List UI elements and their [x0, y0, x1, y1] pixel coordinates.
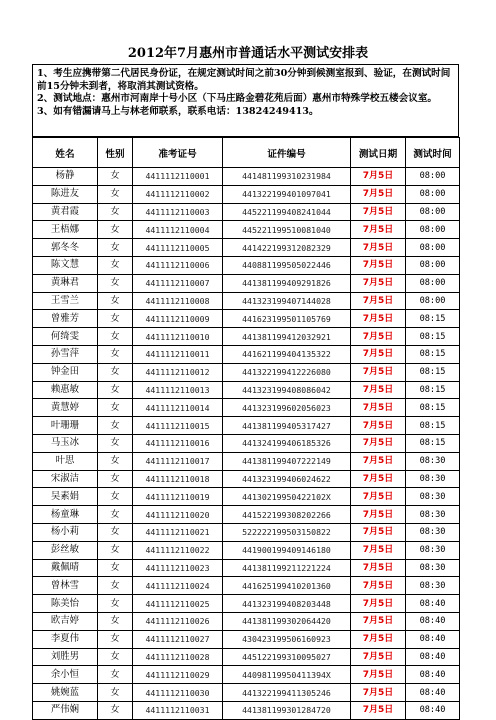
cell-ticket-number: 4411112110014 [133, 399, 223, 417]
header-name: 姓名 [33, 138, 98, 168]
cell-name: 余小恒 [33, 666, 98, 684]
cell-id-number: 445122199310095027 [223, 648, 351, 666]
cell-gender: 女 [98, 168, 133, 186]
instructions-box [32, 64, 459, 137]
header-test-date: 测试日期 [351, 138, 406, 168]
cell-gender: 女 [98, 701, 133, 719]
cell-test-date: 7月5日 [351, 666, 406, 684]
cell-test-date: 7月5日 [351, 168, 406, 186]
cell-test-date: 7月5日 [351, 470, 406, 488]
cell-name: 钟金田 [33, 363, 98, 381]
cell-ticket-number: 4411112110006 [133, 256, 223, 274]
cell-name: 欧吉婷 [33, 612, 98, 630]
cell-id-number: 441422199312082329 [223, 239, 351, 257]
cell-id-number: 441522199308202266 [223, 506, 351, 524]
cell-ticket-number: 4411112110024 [133, 577, 223, 595]
cell-test-time: 08:15 [406, 310, 460, 328]
cell-test-date: 7月5日 [351, 239, 406, 257]
cell-gender: 女 [98, 203, 133, 221]
table-header-row [33, 138, 460, 168]
table-row [33, 577, 460, 595]
table-row [33, 595, 460, 613]
header-test-time: 测试时间 [406, 138, 460, 168]
cell-gender: 女 [98, 381, 133, 399]
cell-name: 彭丝敏 [33, 541, 98, 559]
cell-ticket-number: 4411112110001 [133, 168, 223, 186]
cell-ticket-number: 4411112110020 [133, 506, 223, 524]
cell-test-time: 08:15 [406, 399, 460, 417]
cell-test-date: 7月5日 [351, 185, 406, 203]
table-row [33, 256, 460, 274]
page-title: 2012年7月惠州市普通话水平测试安排表 [127, 46, 369, 61]
cell-ticket-number: 4411112110029 [133, 666, 223, 684]
cell-test-date: 7月5日 [351, 256, 406, 274]
cell-test-date: 7月5日 [351, 363, 406, 381]
cell-id-number: 441324199406185326 [223, 434, 351, 452]
table-row [33, 292, 460, 310]
cell-name: 黄慧婷 [33, 399, 98, 417]
cell-gender: 女 [98, 488, 133, 506]
cell-id-number: 430423199506160923 [223, 630, 351, 648]
cell-id-number: 441621199404135322 [223, 345, 351, 363]
cell-test-time: 08:30 [406, 523, 460, 541]
cell-ticket-number: 4411112110002 [133, 185, 223, 203]
cell-ticket-number: 4411112110017 [133, 452, 223, 470]
cell-id-number: 441481199310231984 [223, 168, 351, 186]
cell-test-date: 7月5日 [351, 417, 406, 435]
cell-gender: 女 [98, 256, 133, 274]
cell-gender: 女 [98, 221, 133, 239]
cell-gender: 女 [98, 648, 133, 666]
cell-test-date: 7月5日 [351, 559, 406, 577]
cell-gender: 女 [98, 470, 133, 488]
cell-id-number: 441381199409291826 [223, 274, 351, 292]
header-ticket-number: 准考证号 [133, 138, 223, 168]
table-row [33, 363, 460, 381]
cell-name: 严伟娴 [33, 701, 98, 719]
table-row [33, 417, 460, 435]
cell-gender: 女 [98, 185, 133, 203]
cell-name: 宋淑洁 [33, 470, 98, 488]
table-row [33, 399, 460, 417]
table-row [33, 239, 460, 257]
cell-test-time: 08:15 [406, 363, 460, 381]
cell-test-time: 08:30 [406, 470, 460, 488]
cell-id-number: 522222199503150822 [223, 523, 351, 541]
cell-name: 赖惠敏 [33, 381, 98, 399]
cell-test-date: 7月5日 [351, 274, 406, 292]
cell-ticket-number: 4411112110026 [133, 612, 223, 630]
cell-id-number: 441625199410201360 [223, 577, 351, 595]
cell-test-date: 7月5日 [351, 506, 406, 524]
cell-ticket-number: 4411112110007 [133, 274, 223, 292]
cell-gender: 女 [98, 612, 133, 630]
cell-test-time: 08:40 [406, 666, 460, 684]
cell-id-number: 441900199409146180 [223, 541, 351, 559]
cell-test-time: 08:00 [406, 292, 460, 310]
table-row [33, 612, 460, 630]
cell-test-time: 08:15 [406, 345, 460, 363]
cell-gender: 女 [98, 310, 133, 328]
cell-test-time: 08:15 [406, 417, 460, 435]
header-id-number: 证件编号 [223, 138, 351, 168]
cell-name: 杨静 [33, 168, 98, 186]
cell-test-date: 7月5日 [351, 701, 406, 719]
cell-gender: 女 [98, 239, 133, 257]
table-row [33, 630, 460, 648]
cell-test-time: 08:30 [406, 541, 460, 559]
cell-ticket-number: 4411112110022 [133, 541, 223, 559]
cell-id-number: 441381199407222149 [223, 452, 351, 470]
table-row [33, 523, 460, 541]
table-row [33, 185, 460, 203]
cell-id-number: 441323199408203448 [223, 595, 351, 613]
cell-name: 王雪兰 [33, 292, 98, 310]
cell-name: 曾雅芳 [33, 310, 98, 328]
cell-test-date: 7月5日 [351, 630, 406, 648]
cell-name: 何绮雯 [33, 328, 98, 346]
cell-test-time: 08:00 [406, 168, 460, 186]
table-row [33, 328, 460, 346]
cell-gender: 女 [98, 666, 133, 684]
cell-test-time: 08:40 [406, 612, 460, 630]
cell-test-date: 7月5日 [351, 203, 406, 221]
table-row [33, 203, 460, 221]
cell-test-date: 7月5日 [351, 292, 406, 310]
cell-ticket-number: 4411112110015 [133, 417, 223, 435]
cell-ticket-number: 4411112110003 [133, 203, 223, 221]
cell-test-date: 7月5日 [351, 399, 406, 417]
cell-ticket-number: 4411112110028 [133, 648, 223, 666]
cell-test-date: 7月5日 [351, 577, 406, 595]
cell-test-date: 7月5日 [351, 595, 406, 613]
cell-gender: 女 [98, 292, 133, 310]
cell-id-number: 44098119950411394X [223, 666, 351, 684]
cell-gender: 女 [98, 434, 133, 452]
cell-ticket-number: 4411112110013 [133, 381, 223, 399]
cell-gender: 女 [98, 684, 133, 702]
cell-gender: 女 [98, 506, 133, 524]
cell-test-date: 7月5日 [351, 381, 406, 399]
table-row [33, 701, 460, 719]
cell-name: 郭冬冬 [33, 239, 98, 257]
table-row [33, 345, 460, 363]
cell-test-time: 08:30 [406, 506, 460, 524]
header-gender: 性别 [98, 138, 133, 168]
cell-gender: 女 [98, 363, 133, 381]
cell-test-date: 7月5日 [351, 488, 406, 506]
cell-test-time: 08:15 [406, 328, 460, 346]
cell-id-number: 441381199301284720 [223, 701, 351, 719]
table-body [33, 168, 460, 720]
cell-id-number: 441323199406024622 [223, 470, 351, 488]
cell-ticket-number: 4411112110005 [133, 239, 223, 257]
cell-ticket-number: 4411112110004 [133, 221, 223, 239]
instruction-3: 3、如有错漏请马上与林老师联系，联系电话：13824249413。 [37, 105, 319, 117]
cell-gender: 女 [98, 559, 133, 577]
cell-name: 吴素娟 [33, 488, 98, 506]
cell-test-time: 08:15 [406, 381, 460, 399]
cell-name: 曾林雪 [33, 577, 98, 595]
cell-test-time: 08:30 [406, 452, 460, 470]
cell-id-number: 441323199408086042 [223, 381, 351, 399]
cell-ticket-number: 4411112110018 [133, 470, 223, 488]
cell-name: 王梧娜 [33, 221, 98, 239]
cell-test-date: 7月5日 [351, 648, 406, 666]
cell-ticket-number: 4411112110009 [133, 310, 223, 328]
cell-id-number: 441323199602056023 [223, 399, 351, 417]
cell-gender: 女 [98, 345, 133, 363]
cell-test-date: 7月5日 [351, 434, 406, 452]
table-row [33, 488, 460, 506]
cell-gender: 女 [98, 523, 133, 541]
cell-name: 马玉冰 [33, 434, 98, 452]
table-row [33, 274, 460, 292]
cell-id-number: 441381199302064420 [223, 612, 351, 630]
cell-test-time: 08:40 [406, 595, 460, 613]
cell-name: 黄君霞 [33, 203, 98, 221]
cell-name: 戴佩晴 [33, 559, 98, 577]
cell-ticket-number: 4411112110012 [133, 363, 223, 381]
table-row [33, 168, 460, 186]
table-row [33, 666, 460, 684]
cell-name: 黄琳君 [33, 274, 98, 292]
cell-name: 杨小莉 [33, 523, 98, 541]
cell-ticket-number: 4411112110027 [133, 630, 223, 648]
cell-name: 孙雪萍 [33, 345, 98, 363]
cell-test-date: 7月5日 [351, 345, 406, 363]
table-row [33, 434, 460, 452]
table-row [33, 470, 460, 488]
cell-test-date: 7月5日 [351, 328, 406, 346]
cell-gender: 女 [98, 541, 133, 559]
cell-test-date: 7月5日 [351, 684, 406, 702]
cell-ticket-number: 4411112110023 [133, 559, 223, 577]
instruction-1: 1、考生应携带第二代居民身份证，在规定测试时间之前30分钟到候测室报到、验证，在测试时间前15分钟未到者，将取消其测试资格。 [37, 68, 451, 92]
cell-id-number: 441322199411305246 [223, 684, 351, 702]
cell-test-time: 08:30 [406, 577, 460, 595]
table-row [33, 381, 460, 399]
cell-ticket-number: 4411112110031 [133, 701, 223, 719]
cell-test-time: 08:40 [406, 701, 460, 719]
cell-test-time: 08:00 [406, 274, 460, 292]
cell-test-date: 7月5日 [351, 612, 406, 630]
table-row [33, 648, 460, 666]
cell-name: 李夏伟 [33, 630, 98, 648]
cell-test-date: 7月5日 [351, 523, 406, 541]
cell-ticket-number: 4411112110021 [133, 523, 223, 541]
cell-gender: 女 [98, 577, 133, 595]
table-row [33, 559, 460, 577]
cell-name: 叶思 [33, 452, 98, 470]
table-row [33, 506, 460, 524]
cell-test-time: 08:00 [406, 239, 460, 257]
cell-gender: 女 [98, 630, 133, 648]
cell-test-time: 08:40 [406, 630, 460, 648]
cell-name: 杨童琳 [33, 506, 98, 524]
cell-test-time: 08:00 [406, 203, 460, 221]
schedule-table [32, 137, 460, 720]
cell-test-time: 08:30 [406, 488, 460, 506]
cell-gender: 女 [98, 328, 133, 346]
cell-test-date: 7月5日 [351, 221, 406, 239]
cell-test-date: 7月5日 [351, 452, 406, 470]
cell-id-number: 440881199505022446 [223, 256, 351, 274]
cell-test-time: 08:00 [406, 221, 460, 239]
table-row [33, 452, 460, 470]
table-row [33, 221, 460, 239]
table-row [33, 541, 460, 559]
cell-id-number: 441322199401097041 [223, 185, 351, 203]
cell-name: 姚婉蓝 [33, 684, 98, 702]
cell-id-number: 441381199412032921 [223, 328, 351, 346]
table-row [33, 684, 460, 702]
cell-id-number: 445221199510081040 [223, 221, 351, 239]
cell-id-number: 441323199407144028 [223, 292, 351, 310]
cell-test-time: 08:00 [406, 185, 460, 203]
cell-test-date: 7月5日 [351, 541, 406, 559]
cell-ticket-number: 4411112110019 [133, 488, 223, 506]
cell-name: 陈进友 [33, 185, 98, 203]
cell-name: 叶珊珊 [33, 417, 98, 435]
cell-name: 陈文慧 [33, 256, 98, 274]
cell-ticket-number: 4411112110011 [133, 345, 223, 363]
cell-ticket-number: 4411112110025 [133, 595, 223, 613]
cell-ticket-number: 4411112110030 [133, 684, 223, 702]
cell-gender: 女 [98, 417, 133, 435]
cell-id-number: 441381199211221224 [223, 559, 351, 577]
cell-test-time: 08:40 [406, 684, 460, 702]
cell-id-number: 441322199412226080 [223, 363, 351, 381]
cell-id-number: 441623199501105769 [223, 310, 351, 328]
cell-gender: 女 [98, 399, 133, 417]
cell-ticket-number: 4411112110016 [133, 434, 223, 452]
cell-id-number: 445221199408241044 [223, 203, 351, 221]
cell-name: 陈美怡 [33, 595, 98, 613]
cell-test-time: 08:00 [406, 256, 460, 274]
cell-test-time: 08:15 [406, 434, 460, 452]
cell-id-number: 441381199405317427 [223, 417, 351, 435]
cell-gender: 女 [98, 274, 133, 292]
cell-ticket-number: 4411112110010 [133, 328, 223, 346]
cell-test-date: 7月5日 [351, 310, 406, 328]
cell-gender: 女 [98, 452, 133, 470]
table-row [33, 310, 460, 328]
cell-test-time: 08:40 [406, 648, 460, 666]
cell-id-number: 44130219950422102X [223, 488, 351, 506]
cell-ticket-number: 4411112110008 [133, 292, 223, 310]
cell-name: 刘胜男 [33, 648, 98, 666]
cell-gender: 女 [98, 595, 133, 613]
instruction-2: 2、测试地点：惠州市河南岸十号小区（下马庄路金碧花苑后面）惠州市特殊学校五楼会议室。 [37, 93, 438, 105]
cell-test-time: 08:30 [406, 559, 460, 577]
